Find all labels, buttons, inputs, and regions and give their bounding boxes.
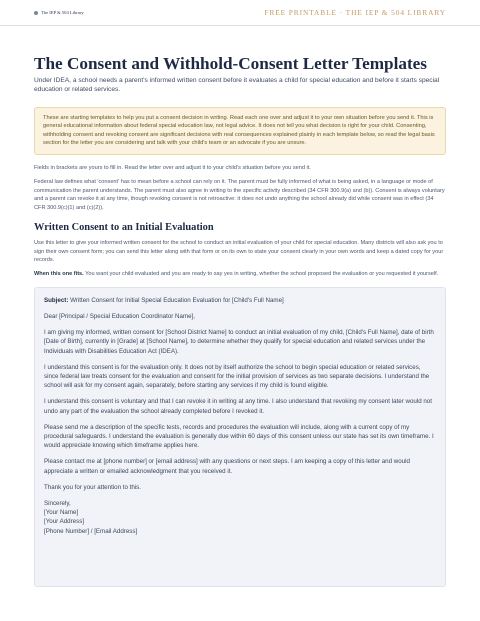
letter-salutation: Dear [Principal / Special Education Coordinator Name],: [44, 312, 195, 320]
when-fits-label: When this one fits.: [34, 271, 84, 278]
letter-paragraph-1: I am giving my informed, written consent for [School District Name] to conduct an initial evaluation of my child, [Child's Full Name], date of birth [Date of Birth], currently in [Grade] at [School Name], to determine whether they qualify for special education and related services under the Individuals with Disabilities Education Act (IDEA).: [44, 329, 434, 355]
intro-text: Under IDEA, a school needs a parent's informed written consent before it evaluates a child for special education and before it starts special education or related services.: [34, 76, 440, 94]
signature-name: [Your Name]: [44, 509, 79, 517]
letter-paragraph-5: Please contact me at [phone number] or [email address] with any questions or next steps. I am keeping a copy of this letter and would appreciate a written or emailed acknowledgment that you received it.: [44, 458, 410, 475]
signature-address: [Your Address]: [44, 518, 85, 526]
law-note: Federal law defines what 'consent' has to mean before a school can rely on it. The parent must be fully informed of what is being asked, in a language or mode of communication the parent understands. The parent must also agree in writing to the specific activity described (34 CFR 300.9(a) and (b)). Consent is always voluntary and a parent can revoke it at any time, though revoking consent is not retroactive: it does not undo anything the school already did while consent was in effect (34 CFR 300.9(c)(1) and (c)(2)).: [34, 179, 445, 211]
section-heading: Written Consent to an Initial Evaluation: [34, 222, 214, 234]
notice-text: These are starting templates to help you put a consent decision in writing. Read each one over and adjust it to your own situation before you send it. This is general educational information about federal special education law, not legal advice. It does not tell you what decision is right for your child. Consenting, withholding consent and revoking consent are significant decisions with real consequences explained plainly in each template below, so read the legal basis section for the letter you are considering and talk with your child's team or an advocate if you are unsure.: [43, 114, 435, 147]
when-fits-text: You want your child evaluated and you are ready to say yes in writing, whether the school proposed the evaluation or you requested it yourself.: [83, 271, 439, 278]
letter-paragraph-3: I understand this consent is voluntary and that I can revoke it in writing at any time. I also understand that revoking my consent later would not undo any part of the evaluation the school already completed before I revoked it.: [44, 398, 432, 415]
notice-box: [34, 107, 446, 155]
subject-label: Subject:: [44, 296, 69, 304]
fields-note: Fields in brackets are yours to fill in. Read the letter over and adjust it to your child's situation before you send it.: [34, 165, 311, 172]
brand-logo-icon: [34, 11, 38, 15]
brand-name: The IEP & 504 Library: [41, 10, 84, 15]
letter-paragraph-6: Thank you for your attention to this.: [44, 483, 141, 491]
letter-signature: [44, 499, 436, 536]
top-bar: [0, 0, 480, 26]
letter-paragraph-2: I understand this consent is for the evaluation only. It does not by itself authorize the school to begin special education or related services, since federal law treats consent for the evaluation and consent for the initial provision of services as two separate decisions. I understand the school will ask for my consent again, separately, before starting any services if my child is found eligible.: [44, 363, 430, 390]
letter-closing: Sincerely,: [44, 499, 71, 507]
subject-text: Written Consent for Initial Special Education Evaluation for [Child's Full Name]: [68, 296, 284, 304]
letter-template: [34, 287, 446, 587]
brand[interactable]: [34, 10, 84, 15]
signature-contact: [Phone Number] / [Email Address]: [44, 527, 138, 535]
when-fits: [34, 270, 446, 278]
header-tagline: FREE PRINTABLE · THE IEP & 504 LIBRARY: [264, 8, 446, 17]
page-title: The Consent and Withhold-Consent Letter Templates: [34, 54, 427, 73]
section-description: Use this letter to give your informed written consent for the school to conduct an initial evaluation of your child for special education. Many districts will also ask you to sign their own consent form; you can send this letter along with that form or on its own to state your consent clearly in your own words and keep a dated copy for your records.: [34, 240, 444, 263]
letter-subject: [44, 296, 436, 305]
letter-paragraph-4: Please send me a description of the specific tests, records and procedures the evaluation will include, along with a current copy of my procedural safeguards. I understand the evaluation is generally due within 60 days of this consent unless our state has set its own timeframe. I would appreciate knowing which timeframe applies here.: [44, 423, 434, 450]
